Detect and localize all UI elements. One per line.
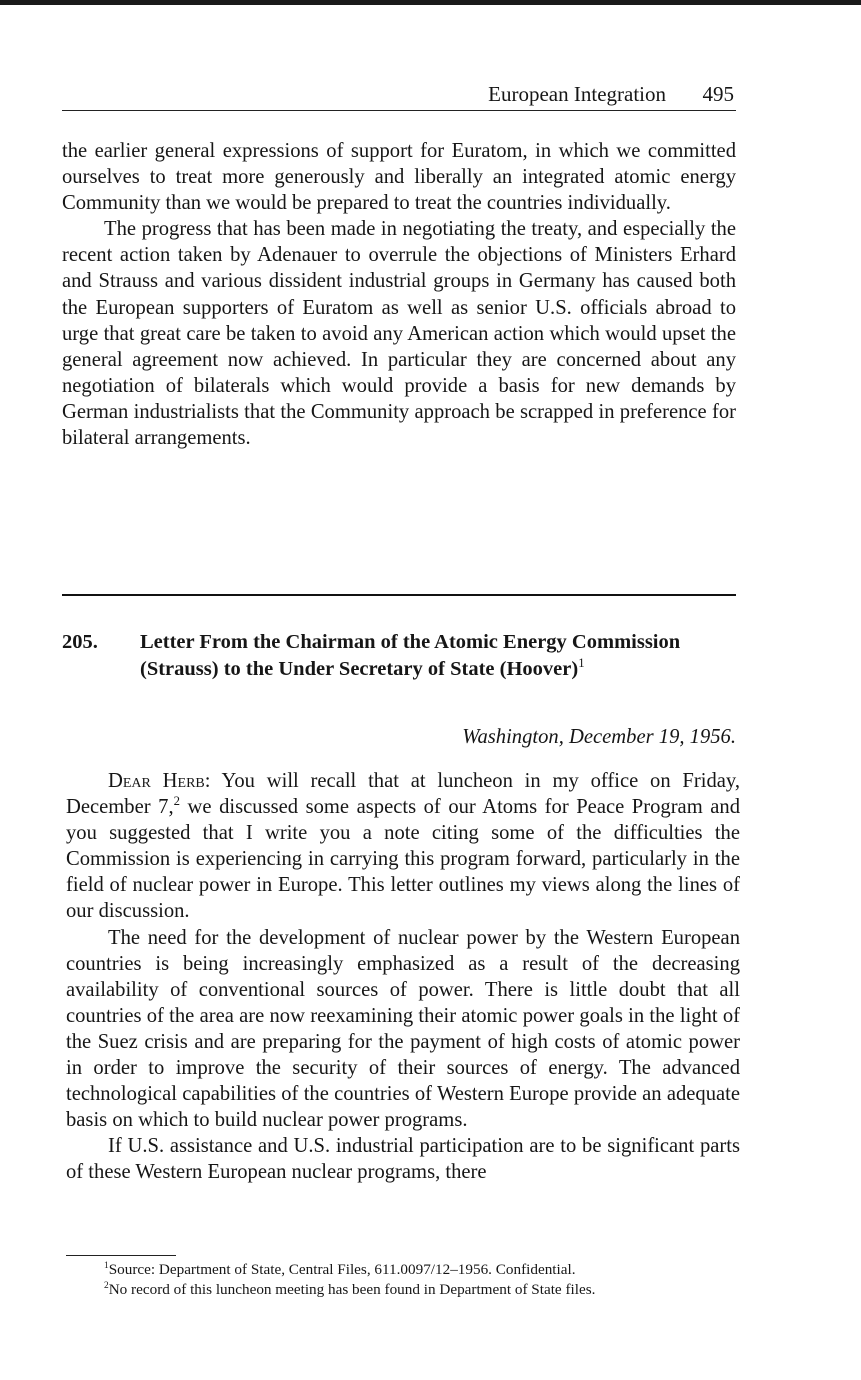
document-title-text: Letter From the Chairman of the Atomic Energy Commission (Strauss) to the Under Secretary of State (Hoover) — [140, 631, 681, 680]
document-title — [140, 629, 710, 682]
footnote — [66, 1260, 756, 1280]
footnotes — [66, 1260, 756, 1300]
paragraph-text: we discussed some aspects of our Atoms for Peace Program and you suggested that I write you a note citing some of the difficulties the Commission is experiencing in carrying this program forward, particularly in the field of nuclear power in Europe. This letter outlines my views along the lines of our discussion. — [66, 796, 740, 923]
letter-body — [66, 768, 740, 1186]
section-divider — [62, 594, 736, 596]
page-number: 495 — [702, 82, 734, 106]
footnote — [66, 1280, 756, 1300]
footnote-marker: 2 — [104, 1280, 109, 1291]
paragraph: The need for the development of nuclear power by the Western European countries is being increasingly emphasized as a result of the decreasing availability of conventional sources of power. There is little doubt that all countries of the area are now reexamining their atomic power goals in the light of the Suez crisis and are preparing for the payment of high costs of atomic power in order to improve the security of their sources of energy. The advanced technological capabilities of the countries of Western Europe provide an adequate basis on which to build nuclear power programs. — [66, 926, 740, 1132]
paragraph-continued: the earlier general expressions of support for Euratom, in which we committed ourselves to treat more generously and liberally an integrated atomic energy Community than we would be prepared to treat the countries individually. — [62, 140, 736, 215]
footnote-ref: 2 — [173, 794, 180, 809]
paragraph-text: You will recall that at luncheon in my office on Friday, December 7, — [66, 770, 741, 819]
footnote-ref: 1 — [578, 655, 585, 670]
footnote-divider — [66, 1255, 176, 1256]
paragraph: The progress that has been made in negotiating the treaty, and especially the recent action taken by Adenauer to overrule the objections of Ministers Erhard and Strauss and various dissident industrial groups in Germany has caused both the European supporters of Euratom as well as senior U.S. officials abroad to urge that great care be taken to avoid any American action which would upset the general agreement now achieved. In particular they are concerned about any negotiation of bilaterals which would provide a basis for new demands by German industrialists that the Community approach be scrapped in preference for bilateral arrangements. — [62, 218, 736, 450]
footnote-text: No record of this luncheon meeting has been found in Department of State files. — [108, 1281, 596, 1298]
document-number: 205. — [62, 631, 98, 653]
previous-document-text — [62, 138, 736, 451]
running-title: European Integration — [488, 82, 666, 106]
dateline: Washington, December 19, 1956. — [462, 726, 736, 748]
footnote-text: Source: Department of State, Central Files, 611.0097/12–1956. Confidential. — [108, 1261, 576, 1278]
paragraph: If U.S. assistance and U.S. industrial participation are to be significant parts of these Western European nuclear programs, there — [66, 1135, 740, 1184]
running-header — [62, 80, 736, 111]
salutation: Dear Herb: — [108, 770, 211, 792]
footnote-marker: 1 — [104, 1260, 109, 1271]
paragraph — [66, 768, 740, 925]
page-top-edge — [0, 0, 861, 5]
document-heading — [62, 629, 736, 682]
